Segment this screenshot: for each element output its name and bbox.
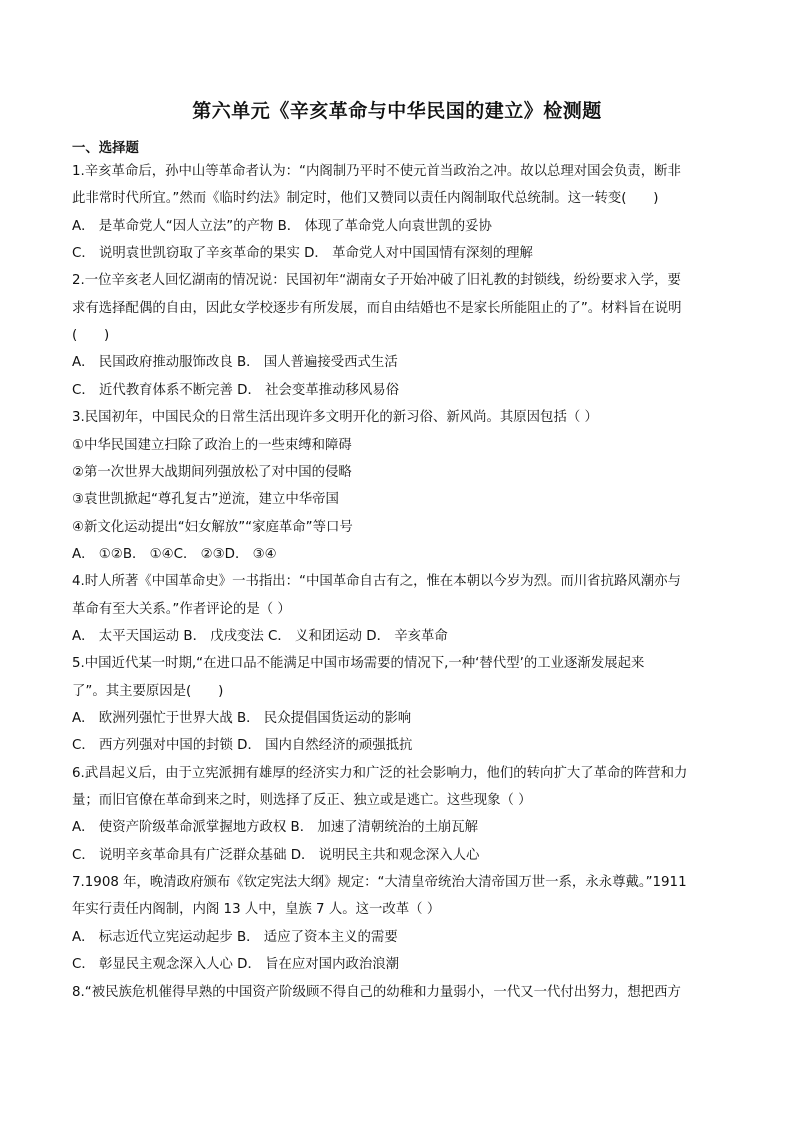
text-line: A． 民国政府推动服饰改良 B． 国人普遍接受西式生活	[72, 355, 398, 371]
text-line: 2.一位辛亥老人回忆湖南的情况说：民国初年“湖南女子开始冲破了旧礼教的封锁线，纷纷要求入学，要	[72, 273, 681, 289]
text-line: A． 欧洲列强忙于世界大战 B． 民众提倡国货运动的影响	[72, 711, 412, 726]
text-line: 量；而旧官僚在革命到来之时，则选择了反正、独立或是逃亡。这些现象（ ）	[72, 793, 532, 809]
text-line: ③袁世凯掀起“尊孔复古”逆流，建立中华帝国	[72, 492, 339, 508]
text-line: 6.武昌起义后，由于立宪派拥有雄厚的经济实力和广泛的社会影响力，他们的转向扩大了革命的阵营和力	[72, 765, 688, 781]
text-line: ①中华民国建立扫除了政治上的一些束缚和障碍	[72, 437, 352, 453]
text-line: A． ①②B． ①④C． ②③D． ③④	[72, 546, 277, 562]
text-line: C． 说明辛亥革命具有广泛群众基础 D． 说明民主共和观念深入人心	[72, 847, 480, 863]
text-line: 求有选择配偶的自由，因此女学校逐步有所发展，而自由结婚也不是家长所能阻止的了”。材料旨在说明	[72, 300, 682, 316]
text-line: 4.时人所著《中国革命史》一书指出：“中国革命自古有之，惟在本朝以今岁为烈。而川省抗路风潮亦与	[72, 574, 681, 590]
page-title: 第六单元《辛亥革命与中华民国的建立》检测题	[192, 100, 602, 122]
text-line: 7.1908 年，晚清政府颁布《钦定宪法大纲》规定：“大清皇帝统治大清帝国万世一系，永永尊戴。”1911	[72, 875, 687, 891]
text-line: 3.民国初年，中国民众的日常生活出现许多文明开化的新习俗、新风尚。其原因包括（ ）	[72, 410, 598, 426]
section-heading: 一、选择题	[72, 141, 139, 156]
text-line: 此非常时代所宜。”然而《临时约法》制定时，他们又赞同以责任内阁制取代总统制。这一转变( )	[72, 191, 659, 207]
text-line: ②第一次世界大战期间列强放松了对中国的侵略	[72, 464, 352, 480]
text-line: 1.辛亥革命后，孙中山等革命者认为：“内阁制乃平时不使元首当政治之冲。故以总理对国会负责，断非	[72, 164, 681, 179]
text-line: 了”。其主要原因是( )	[72, 683, 224, 699]
text-line: C． 说明袁世凯窃取了辛亥革命的果实 D． 革命党人对中国国情有深刻的理解	[72, 246, 533, 262]
text-line: ④新文化运动提出“妇女解放”“家庭革命”等口号	[72, 519, 353, 535]
text-line: A． 太平天国运动 B． 戊戌变法 C． 义和团运动 D． 辛亥革命	[72, 628, 448, 644]
text-line: ( )	[72, 328, 110, 344]
text-line: A． 标志近代立宪运动起步 B． 适应了资本主义的需要	[72, 929, 398, 945]
text-line: 5.中国近代某一时期,“在进口品不能满足中国市场需要的情况下,一种‘替代型’的工业逐渐发展起来	[72, 656, 645, 672]
text-line: C． 彰显民主观念深入人心 D． 旨在应对国内政治浪潮	[72, 957, 400, 973]
text-line: A． 是革命党人“因人立法”的产物 B． 体现了革命党人向袁世凯的妥协	[72, 218, 492, 234]
text-line: C． 西方列强对中国的封锁 D． 国内自然经济的顽强抵抗	[72, 738, 413, 754]
text-line: 革命有至大关系。”作者评论的是（ ）	[72, 601, 291, 617]
text-line: A． 使资产阶级革命派掌握地方政权 B． 加速了清朝统治的土崩瓦解	[72, 820, 479, 836]
text-line: C． 近代教育体系不断完善 D． 社会变革推动移风易俗	[72, 382, 400, 398]
text-line: 年实行责任内阁制，内阁 13 人中，皇族 7 人。这一改革（ ）	[72, 902, 441, 918]
text-line: 8.“被民族危机催得早熟的中国资产阶级顾不得自己的幼稚和力量弱小，一代又一代付出努力，想把西方	[72, 984, 681, 1000]
